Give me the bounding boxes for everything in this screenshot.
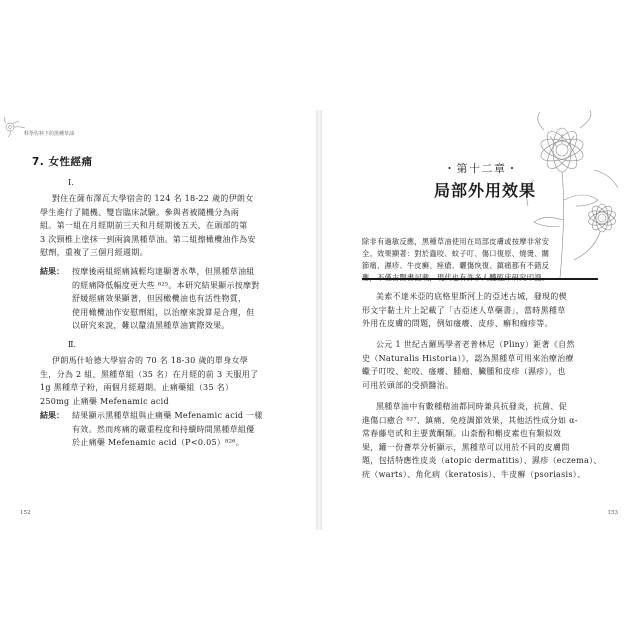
text-line: 生，分為 2 組，黑種草組（35 名）在月經的前 3 天服用了: [40, 369, 259, 379]
text-line: 結果顯示黑種草組與止痛藥 Mefenamic acid 一樣: [72, 411, 263, 420]
text-line: 250mg 止痛藥 Mefenamic acid: [40, 396, 169, 406]
text-line: 組。第一組在月經期前三天和月經期後五天，在頭部的第: [40, 221, 248, 230]
page-number: 152: [20, 510, 31, 516]
text-line: 果，鑵一份薈萃分析顯示，黑種草可以用於不同的皮膚問: [362, 442, 570, 452]
text-line: 對住在薩布澤瓦大學宿舍的 124 名 18-22 歲的伊朗女: [52, 194, 254, 203]
text-line: 題，包括特應性皮炎（atopic dermatitis）、濕疹（eczema）、: [362, 456, 602, 465]
text-line: 的經痛降低幅度更大些 ⁸²⁵。本研究結果顯示按摩對: [72, 280, 260, 290]
text-line: 伊朗馬什哈德大學宿舍的 70 名 18-30 歲的單身女學: [52, 356, 249, 365]
text-line: 除非有過敏反應，黑種草油使用在局部皮膚或按摩非常安: [362, 237, 550, 246]
left-page: [2, 110, 316, 530]
text-line: 美索不達米亞的底格里斯河上的亞述古城，發現的楔: [376, 292, 567, 301]
text-line: 節痛、濕疹、牛皮癬、痤瘡、曬傷恢復、鎮痛都有不錯反: [362, 261, 550, 270]
text-line: 公元 1 世紀古羅馬學者老普林尼（Pliny）鉅著《自然: [376, 340, 575, 349]
chapter-intro: [362, 236, 598, 284]
text-line: 黑種草油中有數種精油都同時兼具抗發炎，抗菌、促: [376, 402, 567, 411]
result-two-body: [72, 409, 263, 450]
text-line: 進傷口癒合 ⁸²⁷、鎮痛、免疫調節效果，其他活性成分如 α-: [362, 415, 578, 425]
right-page: [322, 110, 638, 530]
section-divider: [362, 278, 598, 280]
paragraph-three: [362, 400, 602, 481]
text-line: 外用在皮膚的問題，例如瘙癢、皮疹、癬和痂疹等。: [362, 319, 553, 328]
text-line: 於止痛藥 Mefenamic acid（P<0.05）⁸²⁶。: [72, 438, 245, 447]
text-line: 有效。然而疼痛的嚴重程度和持續時間黑種草組優: [72, 424, 255, 434]
text-line: 可用於頭部的受損醫治。: [362, 380, 454, 390]
paragraph-one: [362, 290, 567, 331]
paragraph-two: [362, 338, 575, 392]
text-line: 舒緩經痛效果顯著，但因橄欖油也有活性物質，: [72, 294, 247, 303]
floral-ornament: [2, 116, 26, 138]
part-two-body: [40, 354, 258, 408]
text-line: 蠍子叮咬、蛇咬、瘙癢、腫瘤、臟腫和皮疹（濕疹），也: [362, 367, 566, 376]
result-label: 結果：: [40, 267, 64, 276]
text-line: 常春藤皂甙和主要黃酮類。山柰酚和槲皮素也有類似效: [362, 429, 562, 438]
part-one-label: Ⅰ.: [68, 178, 74, 187]
part-one-body: [40, 192, 256, 260]
part-two-label: Ⅱ.: [68, 340, 76, 349]
text-line: 史（Naturalis Historia）》，認為黑種草可用來治療治療: [362, 353, 574, 363]
result-label-two: 結果：: [40, 411, 64, 420]
chapter-title: 局部外用效果: [434, 181, 537, 200]
running-header: 科學佐料下的黑種草油: [24, 131, 75, 137]
text-line: 使用橄欖油作安慰劑組，以治療來說算是合理，但: [72, 307, 255, 317]
text-line: 疣（warts）、角化病（keratosis）、牛皮癬（psoriasis）、: [362, 469, 586, 479]
text-line: 學生進行了隨機、雙盲臨床試驗。參與者被隨機分為兩: [40, 207, 240, 217]
text-line: 3 次頸椎上塗抹一到兩滴黑種草油。第二組擦橄欖油作為安: [40, 234, 256, 244]
text-line: 形文字黏土片上記載了「古亞述人草藥書」，當時黑種草: [362, 305, 566, 315]
text-line: 按摩後兩組經痛減輕均達顯著水準，但黑種草油組: [72, 267, 255, 276]
section-title: 7. 女性經痛: [32, 156, 93, 168]
text-line: 1g 黑種草子粉，兩個月經週期。止痛藥組（35 名）: [40, 383, 234, 392]
text-line: 以研究來說，難以釐清黑種草油實際效果。: [72, 321, 230, 330]
text-line: 全。效果顯著：對於蟲咬、蚊子叮、傷口復原、燒燙、關: [362, 249, 550, 258]
result-one-body: [72, 265, 260, 333]
page-number: 153: [607, 510, 618, 516]
chapter-number: ・第十二章・: [444, 162, 519, 175]
text-line: 慰劑，重複了三個月經週期。: [40, 248, 148, 257]
